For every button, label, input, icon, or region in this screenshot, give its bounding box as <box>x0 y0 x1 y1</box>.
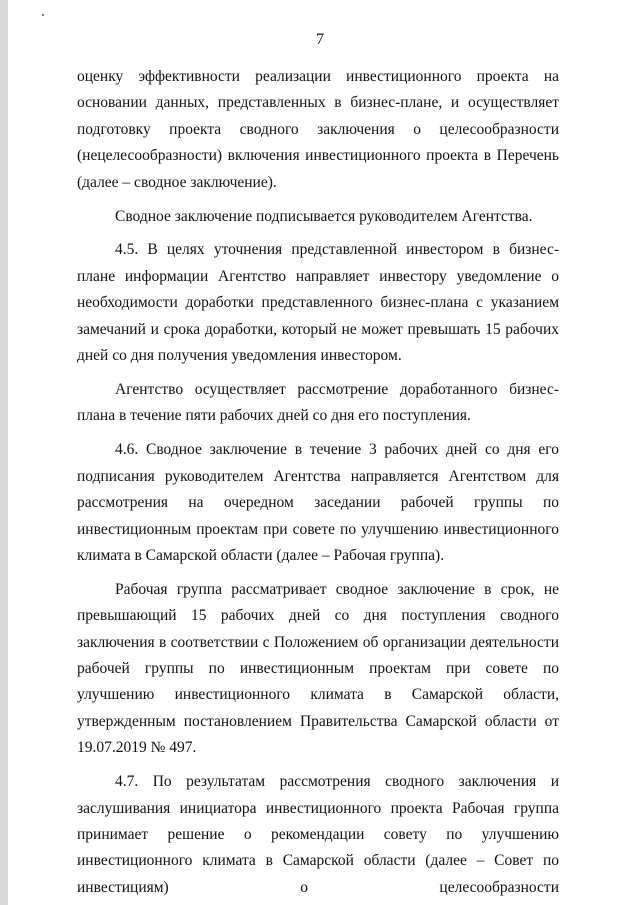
paragraph-continued: оценку эффективности реализации инвестиционного проекта на основании данных, представленных в бизнес-плане, и осуществляет подготовку проекта сводного заключения о целесообразности (нецелесообразности) включения инвестиционного проекта в Перечень (далее – сводное заключение). <box>77 68 559 191</box>
paragraph-signature: Сводное заключение подписывается руководителем Агентства. <box>115 207 533 225</box>
paragraph-revision-review: Агентство осуществляет рассмотрение доработанного бизнес-плана в течение пяти рабочих дней со дня его поступления. <box>77 380 559 425</box>
document-body <box>77 64 559 901</box>
paragraph-4-5: 4.5. В целях уточнения представленной инвестором в бизнес-плане информации Агентство направляет инвестору уведомление о необходимости доработки представленного бизнес-плана с указанием замечаний и срока доработки, который не может превышать 15 рабочих дней со дня получения уведомления инвестором. <box>77 241 559 365</box>
scan-speck <box>42 14 44 16</box>
paragraph-working-group: Рабочая группа рассматривает сводное заключение в срок, не превышающий 15 рабочих дней со дня поступления сводного заключения в соответствии с Положением об организации деятельности рабочей группы по инвестиционным проектам при совете по улучшению инвестиционного климата в Самарской области, утвержденным постановлением Правительства Самарской области от 19.07.2019 № 497. <box>77 580 559 757</box>
scan-edge-shadow <box>0 0 8 905</box>
paragraph-4-7: 4.7. По результатам рассмотрения сводного заключения и заслушивания инициатора инвестиционного проекта Рабочая группа принимает решение о рекомендации совету по улучшению инвестиционного климата в Самарской области (далее – Совет по инвестициям) о целесообразности <box>77 773 559 896</box>
page-number: 7 <box>316 31 324 48</box>
paragraph-4-6: 4.6. Сводное заключение в течение 3 рабочих дней со дня его подписания руководителем Агентства направляется Агентством для рассмотрения на очередном заседании рабочей группы по инвестиционным проектам при совете по улучшению инвестиционного климата в Самарской области (далее – Рабочая группа). <box>77 441 559 564</box>
